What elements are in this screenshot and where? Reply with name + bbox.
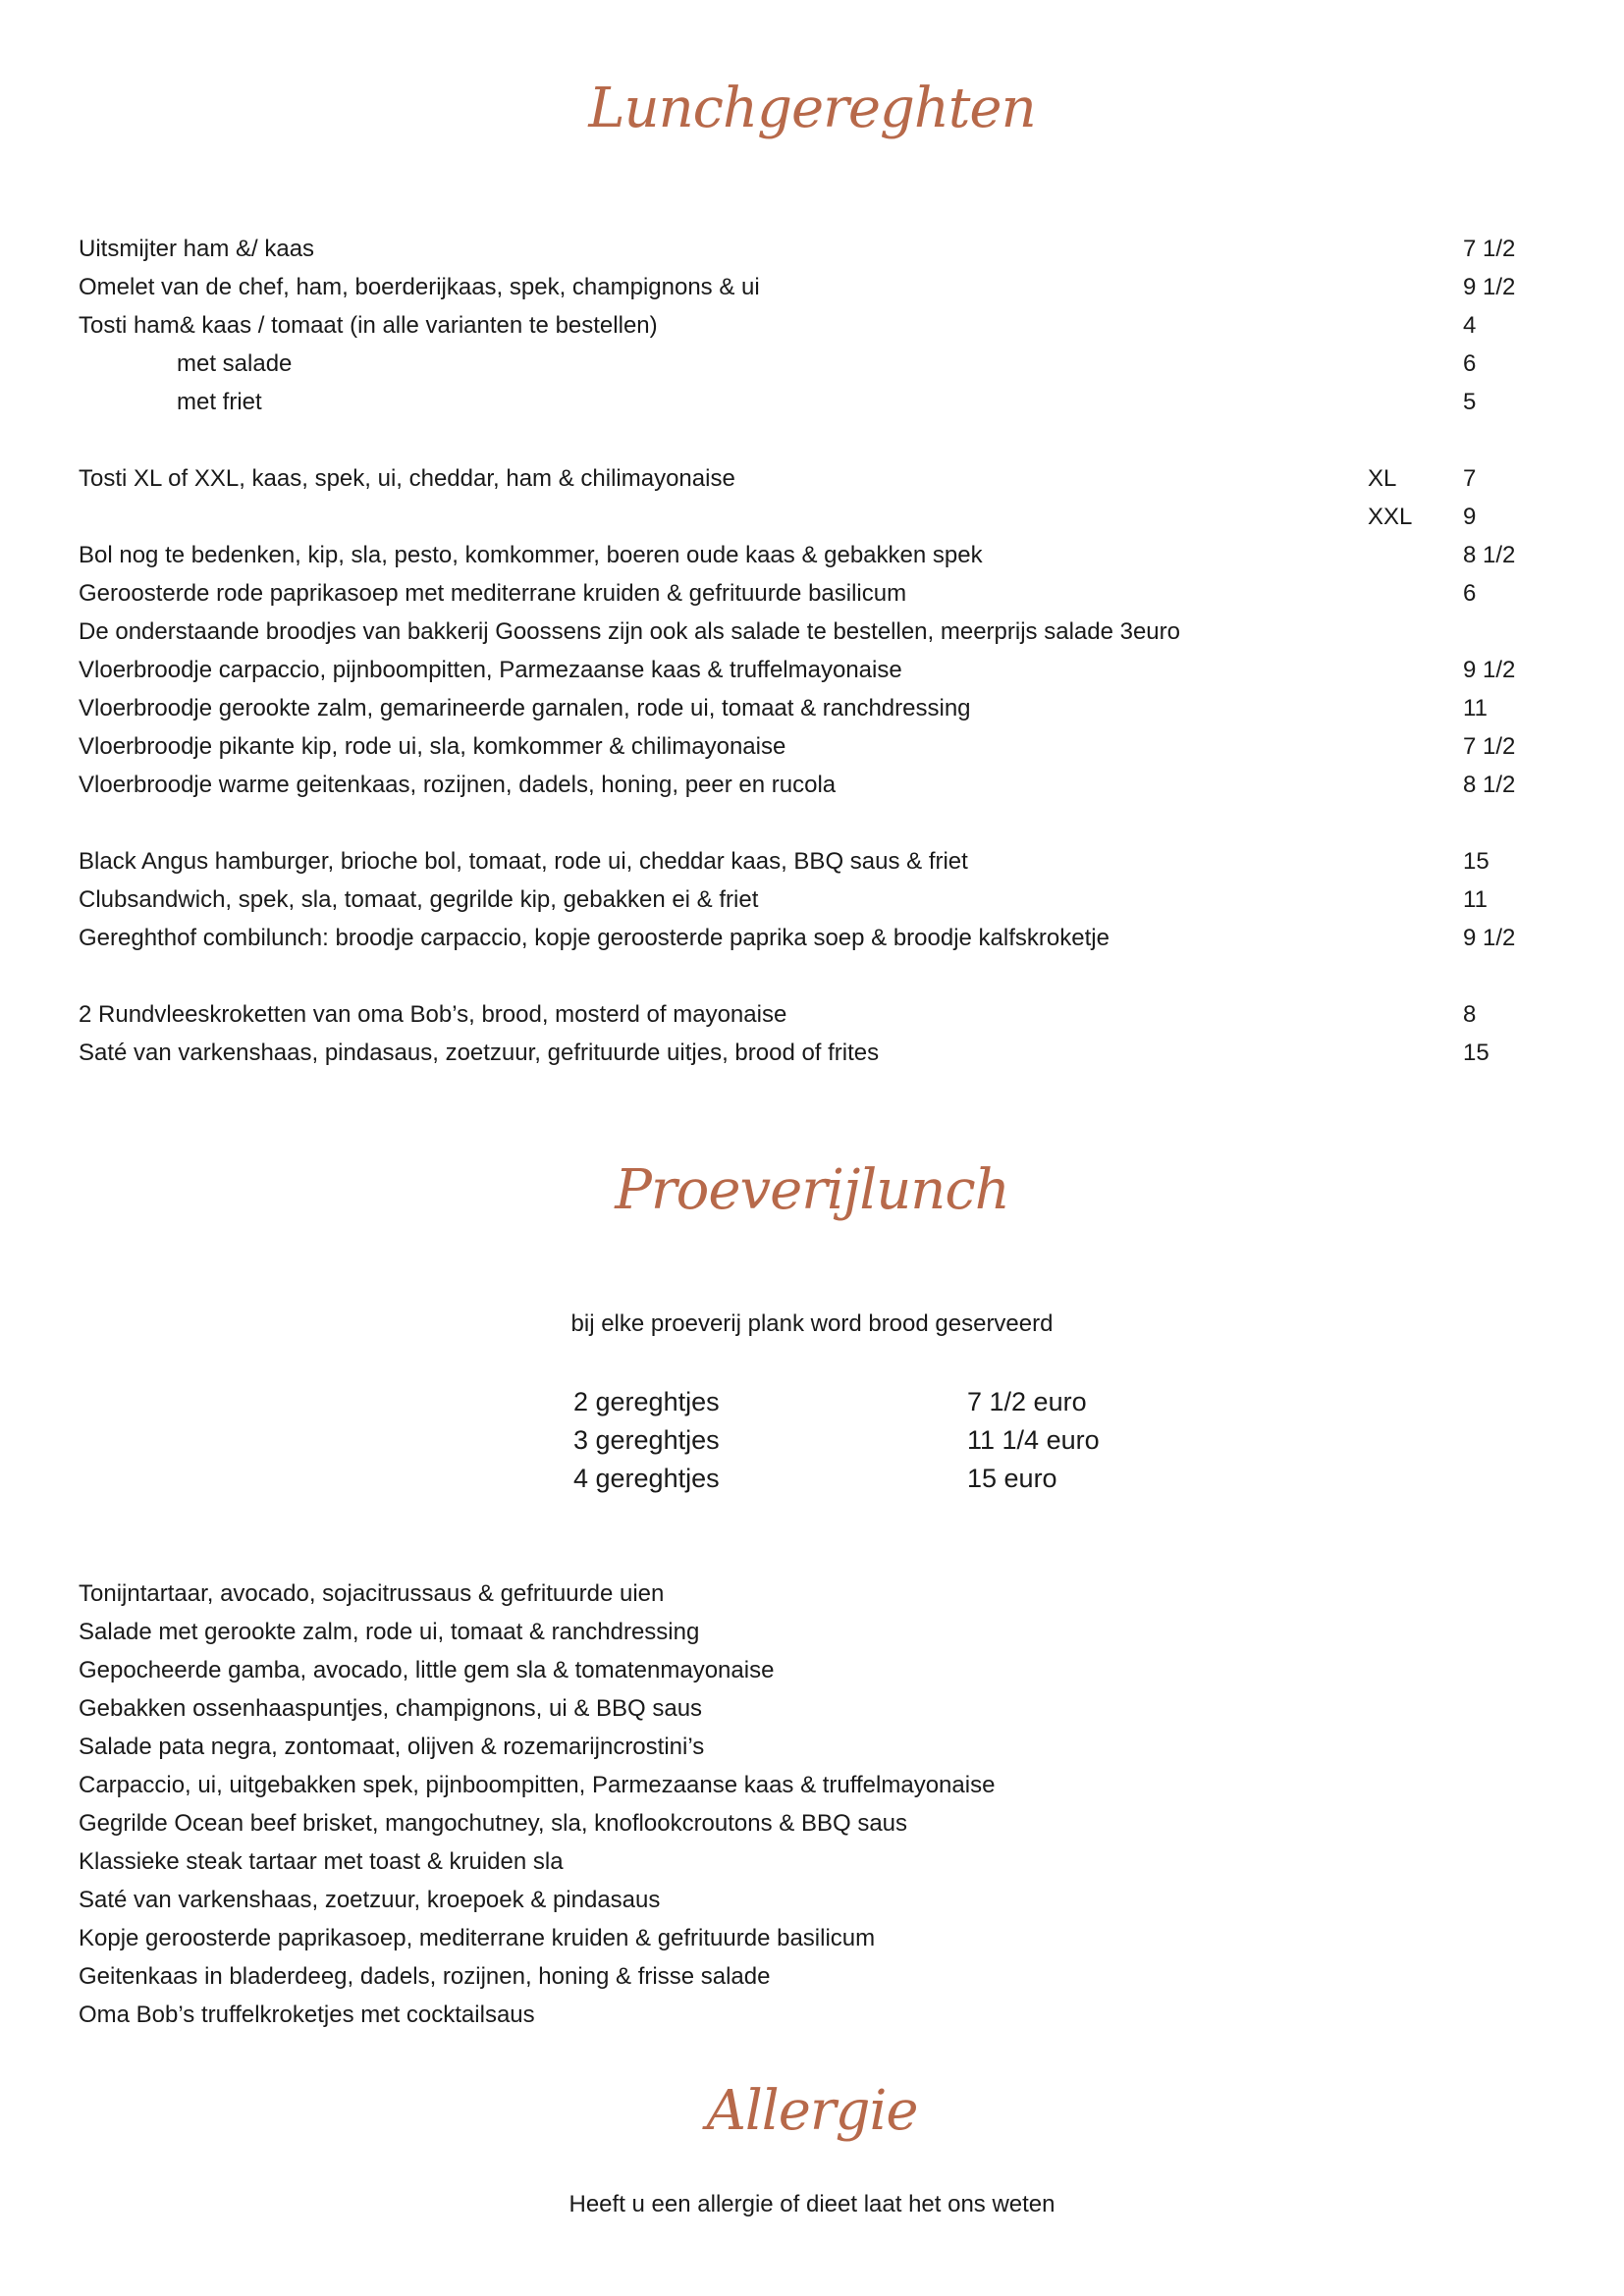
- tasting-dish: Geitenkaas in bladerdeeg, dadels, rozijnen, honing & frisse salade: [79, 1963, 771, 1990]
- menu-item-name: Uitsmijter ham &/ kaas: [79, 236, 315, 262]
- menu-item-name: 2 Rundvleeskroketten van oma Bob’s, brood, mosterd of mayonaise: [79, 1001, 787, 1028]
- tasting-dish: Kopje geroosterde paprikasoep, mediterrane kruiden & gefrituurde basilicum: [79, 1925, 876, 1951]
- menu-item-name: Tosti ham& kaas / tomaat (in alle varianten te bestellen): [79, 312, 658, 339]
- menu-item-variant: [0, 345, 1624, 383]
- menu-item: [0, 919, 1624, 957]
- tasting-note: bij elke proeverij plank word brood geserveerd: [570, 1310, 1054, 1337]
- tasting-dish: Salade met gerookte zalm, rode ui, tomaat & ranchdressing: [79, 1619, 700, 1645]
- menu-item-name: Omelet van de chef, ham, boerderijkaas, spek, champignons & ui: [79, 274, 760, 300]
- menu-note-text: De onderstaande broodjes van bakkerij Goossens zijn ook als salade te bestellen, meerprijs salade 3euro: [79, 618, 1180, 645]
- tasting-section-title: Proeverijlunch: [615, 1158, 1009, 1222]
- menu-note: [0, 613, 1624, 651]
- menu-item: [0, 727, 1624, 766]
- menu-item-variant: [0, 383, 1624, 421]
- tasting-dish: Oma Bob’s truffelkroketjes met cocktailsaus: [79, 2002, 535, 2028]
- menu-item-price: 9 1/2: [1463, 925, 1516, 951]
- menu-item-variant: [0, 498, 1624, 536]
- menu-item-price: 9 1/2: [1463, 274, 1516, 300]
- tasting-dish: Carpaccio, ui, uitgebakken spek, pijnboompitten, Parmezaanse kaas & truffelmayonaise: [79, 1772, 996, 1798]
- menu-item-name: Geroosterde rode paprikasoep met mediterrane kruiden & gefrituurde basilicum: [79, 580, 907, 607]
- menu-item-name: Vloerbroodje pikante kip, rode ui, sla, komkommer & chilimayonaise: [79, 733, 786, 760]
- menu-item-name: Vloerbroodje carpaccio, pijnboompitten, Parmezaanse kaas & truffelmayonaise: [79, 657, 902, 683]
- menu-item-price: 11: [1463, 695, 1488, 721]
- menu-item-name: met salade: [177, 350, 293, 377]
- menu-item-price: 6: [1463, 580, 1477, 607]
- tasting-option-count: 2 gereghtjes: [573, 1387, 720, 1416]
- tasting-dish: Salade pata negra, zontomaat, olijven & rozemarijncrostini’s: [79, 1734, 705, 1760]
- menu-item: [0, 1034, 1624, 1072]
- allergy-section-title: Allergie: [706, 2079, 918, 2143]
- menu-item: [0, 995, 1624, 1034]
- menu-item-name: Clubsandwich, spek, sla, tomaat, gegrilde kip, gebakken ei & friet: [79, 886, 759, 913]
- menu-item-price: 9: [1463, 504, 1477, 530]
- menu-item-price: 6: [1463, 350, 1477, 377]
- menu-item: [0, 881, 1624, 919]
- menu-item: [0, 689, 1624, 727]
- menu-item: [0, 268, 1624, 306]
- lunch-section-title: Lunchgereghten: [588, 77, 1036, 140]
- menu-item-price: 8 1/2: [1463, 772, 1516, 798]
- menu-item-name: Tosti XL of XXL, kaas, spek, ui, cheddar, ham & chilimayonaise: [79, 465, 735, 492]
- menu-item-name: Gereghthof combilunch: broodje carpaccio, kopje geroosterde paprika soep & broodje kalfskroketje: [79, 925, 1110, 951]
- menu-item-price: 11: [1463, 886, 1488, 913]
- menu-item-name: Vloerbroodje warme geitenkaas, rozijnen, dadels, honing, peer en rucola: [79, 772, 837, 798]
- menu-item: [0, 766, 1624, 804]
- tasting-option: [0, 1382, 1624, 1421]
- menu-item-price: 15: [1463, 1040, 1489, 1066]
- menu-item-price: 5: [1463, 389, 1477, 415]
- menu-item-price: 4: [1463, 312, 1477, 339]
- menu-item-size: XL: [1368, 465, 1397, 492]
- menu-item: [0, 651, 1624, 689]
- menu-item-price: 9 1/2: [1463, 657, 1516, 683]
- tasting-dish: Klassieke steak tartaar met toast & kruiden sla: [79, 1848, 564, 1875]
- menu-item: [0, 574, 1624, 613]
- menu-item: [0, 459, 1624, 498]
- tasting-dish: Tonijntartaar, avocado, sojacitrussaus & gefrituurde uien: [79, 1580, 665, 1607]
- menu-item-name: met friet: [177, 389, 262, 415]
- menu-item: [0, 842, 1624, 881]
- tasting-option-count: 4 gereghtjes: [573, 1464, 720, 1493]
- menu-item-name: Bol nog te bedenken, kip, sla, pesto, komkommer, boeren oude kaas & gebakken spek: [79, 542, 983, 568]
- tasting-option-count: 3 gereghtjes: [573, 1425, 720, 1455]
- menu-item-name: Black Angus hamburger, brioche bol, tomaat, rode ui, cheddar kaas, BBQ saus & friet: [79, 848, 968, 875]
- menu-item-size: XXL: [1368, 504, 1413, 530]
- menu-item-name: Saté van varkenshaas, pindasaus, zoetzuur, gefrituurde uitjes, brood of frites: [79, 1040, 880, 1066]
- menu-item: [0, 536, 1624, 574]
- menu-item-price: 7 1/2: [1463, 733, 1516, 760]
- menu-item-name: Vloerbroodje gerookte zalm, gemarineerde garnalen, rode ui, tomaat & ranchdressing: [79, 695, 971, 721]
- tasting-option: [0, 1459, 1624, 1498]
- tasting-option-price: 11 1/4 euro: [967, 1425, 1100, 1455]
- tasting-dish: Gegrilde Ocean beef brisket, mangochutney, sla, knoflookcroutons & BBQ saus: [79, 1810, 908, 1837]
- allergy-note: Heeft u een allergie of dieet laat het ons weten: [568, 2191, 1056, 2217]
- tasting-dish: Gepocheerde gamba, avocado, little gem sla & tomatenmayonaise: [79, 1657, 775, 1683]
- menu-item: [0, 306, 1624, 345]
- tasting-option-price: 15 euro: [967, 1464, 1057, 1493]
- menu-item-price: 8: [1463, 1001, 1477, 1028]
- menu-item-price: 8 1/2: [1463, 542, 1516, 568]
- tasting-option-price: 7 1/2 euro: [967, 1387, 1087, 1416]
- menu-item-price: 7 1/2: [1463, 236, 1516, 262]
- menu-item: [0, 230, 1624, 268]
- menu-item-price: 15: [1463, 848, 1489, 875]
- tasting-dish: Saté van varkenshaas, zoetzuur, kroepoek & pindasaus: [79, 1887, 661, 1913]
- tasting-dish: Gebakken ossenhaaspuntjes, champignons, ui & BBQ saus: [79, 1695, 703, 1722]
- menu-item-price: 7: [1463, 465, 1477, 492]
- tasting-option: [0, 1420, 1624, 1460]
